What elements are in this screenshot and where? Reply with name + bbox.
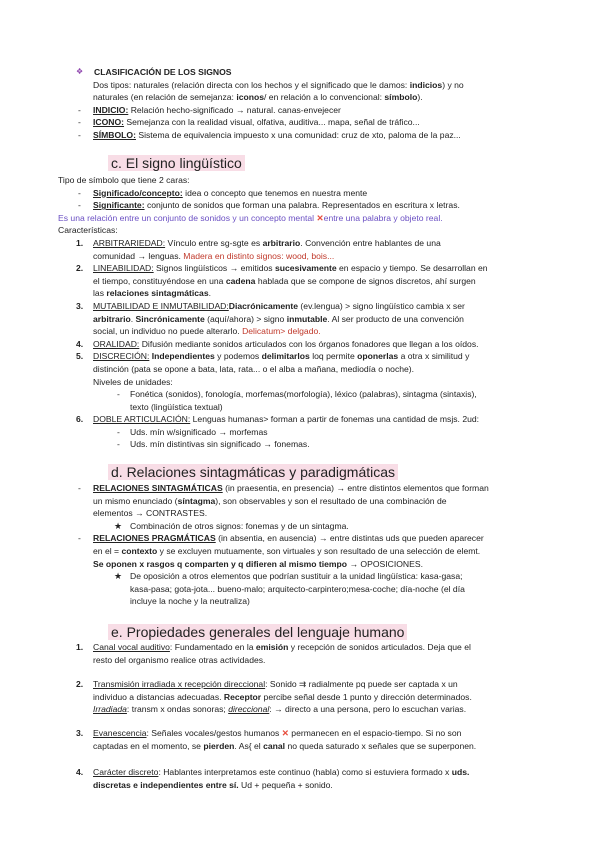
text: Uds. mín w/significado → morfemas (130, 426, 268, 437)
text: loq permite (309, 351, 358, 362)
text: Ud + pequeña + sonido. (238, 779, 333, 790)
list-item (0, 129, 600, 142)
text: : Fundamentado en la (169, 642, 256, 652)
section-d-body (0, 482, 600, 608)
star-bullet-icon: ★ (114, 571, 123, 582)
bold-text: Sincrónicamente (135, 313, 205, 324)
number: 2. (76, 679, 84, 689)
dash-bullet: - (78, 200, 81, 211)
list-item (0, 187, 600, 200)
star-item-cont: incluye la noche y la neutraliza) (130, 596, 250, 607)
list-item-cont (0, 545, 600, 558)
bold-text: delimitarlos (261, 351, 310, 362)
text: no queda saturado x señales que se superponen. (285, 740, 477, 751)
text: (in praesentia, en presencia) → entre distintos elementos que forman (222, 483, 489, 493)
numbered-item-cont (0, 325, 600, 338)
numbered-item-cont (0, 703, 600, 716)
text: Fonética (sonidos), fonología, morfemas(morfología), léxico (palabras), sintagma (sintaxis), (130, 389, 477, 400)
number: 4. (76, 767, 84, 777)
section-e-body (0, 641, 600, 666)
term: ICONO: (93, 117, 125, 128)
text: idea o concepto que tenemos en nuestra mente (182, 187, 368, 198)
term: Significado/concepto: (93, 187, 183, 198)
section-d-heading (108, 463, 398, 481)
list-item (0, 532, 600, 545)
text: Combinación de otros signos: fonemas y de un sintagma. (130, 520, 349, 531)
bold-text: relaciones sintagmáticas (106, 288, 209, 299)
term: Evanescencia (93, 728, 147, 738)
text: y podemos (214, 351, 262, 362)
numbered-item-cont (0, 313, 600, 326)
text: individuo a distancias adecuadas. (93, 691, 224, 702)
list-item (0, 199, 600, 212)
text: hablada que se compone de signos discretos, ahí surgen (255, 275, 476, 286)
term: SÍMBOLO: (93, 129, 136, 140)
text: naturales (en relación de semejanza: (93, 92, 237, 103)
bold-text: iconos (236, 92, 265, 103)
bold-text: cadena (225, 275, 256, 286)
text: entre una palabra y objeto real. (323, 212, 443, 223)
section-c-heading (108, 154, 245, 172)
dash-bullet: - (78, 117, 81, 128)
list-item (0, 116, 600, 129)
text: : → directo a una persona, pero lo escuchan varias. (269, 704, 467, 715)
number: 1. (76, 642, 84, 652)
text: percibe señal desde 1 punto y dirección determinados. (261, 691, 472, 702)
diamond-bullet-icon: ❖ (76, 67, 84, 76)
dash-bullet: - (78, 104, 81, 115)
text: en el = (93, 545, 122, 556)
text: las (93, 288, 107, 299)
caracteristicas-label: Características: (58, 225, 118, 236)
star-item (0, 570, 600, 583)
clasificacion-line1 (0, 79, 600, 92)
purple-note (0, 212, 600, 225)
text: Signos lingüísticos → emitidos (153, 263, 275, 274)
star-item (0, 520, 600, 533)
term: INDICIO: (93, 104, 129, 115)
bold-text: discretas e independientes entre sí. (93, 779, 239, 790)
text: . As{ el (234, 740, 264, 751)
numbered-item (0, 727, 600, 740)
bold-text: uds. (451, 767, 470, 777)
text: Semejanza con la realidad visual, olfativa, auditiva... mapa, señal de tráfico... (124, 117, 420, 128)
text: : transm x ondas sonoras; (126, 704, 229, 715)
text: : Sonido ⇉ radialmente pq puede ser captada x un (265, 679, 458, 689)
term: RELACIONES SINTAGMÁTICAS (93, 483, 223, 493)
numbered-item (0, 338, 600, 351)
bold-text: Se oponen x rasgos q comparten y q difieren al mismo tiempo (93, 558, 348, 569)
bold-text: sucesivamente (274, 263, 337, 274)
numbered-item-cont (0, 740, 600, 753)
bold-text: Receptor (223, 691, 262, 702)
clasificacion-title: CLASIFICACIÓN DE LOS SIGNOS (94, 67, 232, 77)
term: ARBITRARIEDAD: (93, 237, 166, 248)
text: Difusión mediante sonidos articulados con los órganos fonadores que llegan a los oídos. (139, 338, 479, 349)
text: . Al ser producto de una convención (327, 313, 464, 324)
numbered-item (0, 262, 600, 275)
cross-mark-icon: ✕ (316, 212, 324, 223)
dash-bullet: - (117, 426, 120, 437)
number: 6. (76, 414, 84, 425)
text: en espacio y tiempo. Se desarrollan en (336, 263, 488, 274)
dash-bullet: - (117, 439, 120, 450)
term: MUTABILIDAD E INMUTABILIDAD: (93, 300, 229, 311)
numbered-item-cont (0, 275, 600, 288)
number: 1. (76, 237, 84, 248)
clasificacion-section (0, 66, 600, 142)
numbered-item-cont: resto del organismo realice otras actividades. (93, 654, 266, 665)
section-e-heading (108, 623, 407, 641)
term: Transmisión irradiada x recepción direccional (93, 679, 266, 689)
text: Dos tipos: naturales (relación directa con los hechos y el significado que le damos: (93, 79, 410, 90)
star-bullet-icon: ★ (114, 520, 123, 531)
bold-text: arbitrario (93, 313, 131, 324)
bold-text: canal (263, 740, 286, 751)
numbered-item (0, 300, 600, 313)
dash-bullet: - (78, 533, 81, 544)
numbered-item-cont (0, 287, 600, 300)
text: Lenguas humanas> forman a partir de fonemas una cantidad de msjs. 2ud: (190, 414, 480, 425)
text: Relación hecho-significado → natural. canas-envejecer (128, 104, 341, 115)
dash-bullet: - (78, 129, 81, 140)
numbered-item-cont (0, 779, 600, 792)
sub-item (0, 438, 600, 451)
text: ). (417, 92, 423, 103)
text: y se excluyen mutuamente, son virtuales y son resultado de una selección de elemt. (157, 545, 481, 556)
text: Es una relación entre un conjunto de sonidos y un concepto mental (58, 212, 317, 223)
numbered-item (0, 678, 600, 691)
bold-text: oponerlas (357, 351, 399, 362)
section-e-item3 (0, 727, 600, 752)
numbered-item-cont (0, 691, 600, 704)
numbered-item (0, 350, 600, 363)
italic-term: Irradiada (93, 704, 127, 715)
number: 3. (76, 300, 84, 311)
sub-item (0, 426, 600, 439)
term: DOBLE ARTICULACIÓN: (93, 414, 191, 425)
star-item-cont: kasa-pasa; gota-jota... bueno-malo; arquitecto-carpintero;mesa-coche; día-noche (el día (130, 583, 465, 594)
bold-text: contexto (121, 545, 158, 556)
dash-bullet: - (117, 389, 120, 400)
number: 5. (76, 351, 84, 362)
text: Vínculo entre sg-sgte es (165, 237, 263, 248)
number: 2. (76, 263, 84, 274)
dash-bullet: - (78, 187, 81, 198)
text: Uds. mín distintivas sin significado → fonemas. (130, 439, 310, 450)
list-item (0, 104, 600, 117)
text: (aquí/ahora) > signo (204, 313, 287, 324)
cross-mark-icon: ✕ (281, 728, 289, 738)
term: RELACIONES PRAGMÁTICAS (93, 533, 216, 544)
list-item-cont: elementos → CONTRASTES. (93, 508, 208, 519)
bold-text: símbolo (384, 92, 418, 103)
numbered-item (0, 766, 600, 779)
text: : Señales vocales/gestos humanos (146, 728, 282, 738)
numbered-item-cont: distinción (pata se opone a bata, lata, rata... o el alba a mañana, mediodía o noche). (93, 363, 415, 374)
bold-text: Independientes (149, 351, 215, 362)
sub-item-cont: texto (lingüística textual) (130, 401, 223, 412)
text: (ev.lengua) > signo lingüístico cambia x ser (298, 300, 465, 311)
numbered-item (0, 413, 600, 426)
text: y recepción de sonidos articulados. Deja que el (288, 642, 471, 652)
term: DISCRECIÓN: (93, 351, 150, 362)
section-e-item2 (0, 678, 600, 716)
term: LINEABILIDAD: (93, 263, 154, 274)
italic-term: direccional (228, 704, 270, 715)
sub-item (0, 388, 600, 401)
intro: Tipo de símbolo que tiene 2 caras: (58, 175, 190, 185)
list-item (0, 482, 600, 495)
heading-text: e. Propiedades generales del lenguaje humano (108, 624, 407, 640)
text: social, un individuo no puede alterarlo. (93, 326, 243, 337)
text: el tiempo, constituyéndose en una (93, 275, 226, 286)
bold-text: arbitrario (262, 237, 301, 248)
heading-text: c. El signo lingüístico (108, 155, 245, 171)
section-c-body (0, 174, 600, 451)
numbered-item-cont: Niveles de unidades: (93, 376, 173, 387)
text: un mismo enunciado ( (93, 495, 178, 506)
term: Canal vocal auditivo (93, 642, 170, 652)
text: permanecen en el espacio-tiempo. Si no son (288, 728, 462, 738)
number: 3. (76, 728, 84, 738)
numbered-item-cont (0, 250, 600, 263)
text: conjunto de sonidos que forman una palabra. Representados en escritura x letras. (144, 200, 460, 211)
list-item-cont (0, 495, 600, 508)
text: De oposición a otros elementos que podrían sustituir a la unidad lingüística: kasa-gasa; (130, 571, 463, 582)
heading-text: d. Relaciones sintagmáticas y paradigmáticas (108, 464, 398, 480)
numbered-item (0, 641, 600, 654)
text: ), son observables y son el resultado de una combinación de (215, 495, 447, 506)
text: . (208, 288, 211, 299)
bold-text: indicios (409, 79, 443, 90)
text: : Hablantes interpretamos este continuo (habla) como si estuviera formado x (158, 767, 452, 777)
text: / en relación a lo convencional: (264, 92, 385, 103)
text: → OPOSICIONES. (347, 558, 423, 569)
text: Sistema de equivalencia impuesto x una comunidad: cruz de xto, paloma de la paz... (135, 129, 461, 140)
term: ORALIDAD: (93, 338, 140, 349)
list-item-cont (0, 558, 600, 571)
term: Carácter discreto (93, 767, 159, 777)
red-text: Madera en distinto signos: wood, bois... (183, 250, 335, 261)
red-text: Delicatum> delgado. (242, 326, 321, 337)
text: . Convención entre hablantes de una (300, 237, 441, 248)
dash-bullet: - (78, 483, 81, 493)
clasificacion-line2 (0, 91, 600, 104)
bold-text: pierden (203, 740, 235, 751)
text: captadas en el momento, se (93, 740, 204, 751)
bold-text: emisión (255, 642, 289, 652)
section-e-item4 (0, 766, 600, 791)
text: ) y no (442, 79, 464, 90)
bold-text: inmutable (286, 313, 328, 324)
clasificacion-heading (0, 66, 600, 79)
term: Significante: (93, 200, 145, 211)
text: comunidad → lenguas. (93, 250, 184, 261)
bold-text: síntagma (177, 495, 216, 506)
text: . (130, 313, 136, 324)
text: (in absentia, en ausencia) → entre distintas uds que pueden aparecer (215, 533, 484, 544)
bold-text: Diacrónicamente (228, 300, 299, 311)
number: 4. (76, 338, 84, 349)
text: a otra x similitud y (398, 351, 470, 362)
numbered-item (0, 237, 600, 250)
